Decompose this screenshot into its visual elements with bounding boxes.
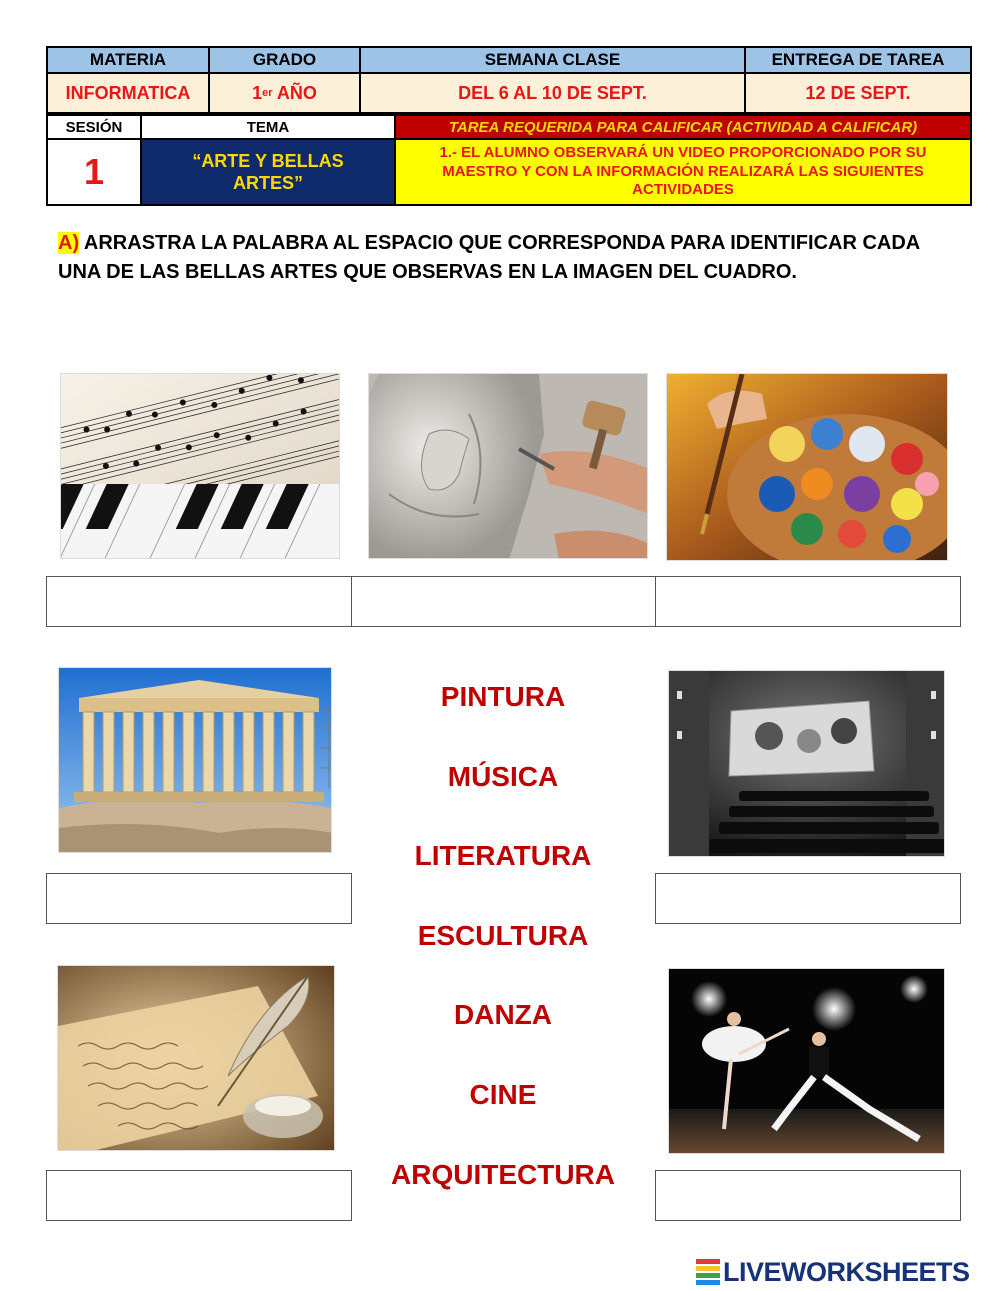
drop-box-sculpture[interactable]	[351, 576, 657, 627]
drop-box-cinema[interactable]	[655, 873, 961, 924]
word-danza[interactable]: DANZA	[454, 999, 552, 1030]
instruction-text: ARRASTRA LA PALABRA AL ESPACIO QUE CORRESPONDA PARA IDENTIFICAR CADA UNA DE LAS BELLAS ARTES QUE OBSERVAS EN LA IMAGEN DEL CUADRO.	[58, 232, 920, 283]
drop-box-music[interactable]	[46, 576, 352, 627]
sesion-label: SESIÓN	[46, 114, 142, 140]
logo-badge	[696, 1259, 720, 1285]
word-musica[interactable]: MÚSICA	[447, 761, 559, 792]
instruction-letter: A)	[58, 232, 80, 254]
word-arquitectura[interactable]: ARQUITECTURA	[391, 1159, 615, 1190]
tarea-title: TAREA REQUERIDA PARA CALIFICAR (ACTIVIDAD A CALIFICAR)	[394, 114, 972, 140]
sesion-value: 1	[46, 138, 142, 206]
literature-image	[57, 965, 335, 1151]
music-image	[60, 373, 340, 559]
architecture-image	[58, 667, 332, 853]
tema-value: “ARTE Y BELLAS ARTES”	[140, 138, 396, 206]
entrega-header: ENTREGA DE TAREA	[744, 46, 972, 74]
cinema-image	[668, 670, 945, 857]
logo-text: LIVEWORKSHEETS	[723, 1256, 970, 1287]
liveworksheets-logo	[696, 1256, 996, 1288]
drop-box-dance[interactable]	[655, 1170, 961, 1221]
drop-box-painting[interactable]	[655, 576, 961, 627]
word-pintura[interactable]: PINTURA	[440, 681, 566, 712]
painting-image	[666, 373, 948, 561]
dance-image	[668, 968, 945, 1154]
entrega-value: 12 DE SEPT.	[744, 72, 972, 114]
grado-value	[208, 72, 361, 114]
grado-header: GRADO	[208, 46, 361, 74]
grado-text: AÑO	[272, 82, 317, 103]
drop-box-literature[interactable]	[46, 1170, 352, 1221]
grado-num: 1	[252, 82, 263, 103]
word-literatura[interactable]: LITERATURA	[414, 840, 592, 871]
materia-header: MATERIA	[46, 46, 210, 74]
semana-value: DEL 6 AL 10 DE SEPT.	[359, 72, 746, 114]
materia-value: INFORMATICA	[46, 72, 210, 114]
tarea-description: 1.- EL ALUMNO OBSERVARÁ UN VIDEO PROPORCIONADO POR SU MAESTRO Y CON LA INFORMACIÓN REALIZARÁ LAS SIGUIENTES ACTIVIDADES	[394, 138, 972, 206]
word-escultura[interactable]: ESCULTURA	[417, 920, 589, 951]
instructions	[58, 229, 938, 287]
word-cine[interactable]: CINE	[469, 1079, 537, 1110]
sculpture-image	[368, 373, 648, 559]
grado-sup: er	[262, 87, 273, 99]
drop-box-architecture[interactable]	[46, 873, 352, 924]
semana-header: SEMANA CLASE	[359, 46, 746, 74]
tema-label: TEMA	[140, 114, 396, 140]
